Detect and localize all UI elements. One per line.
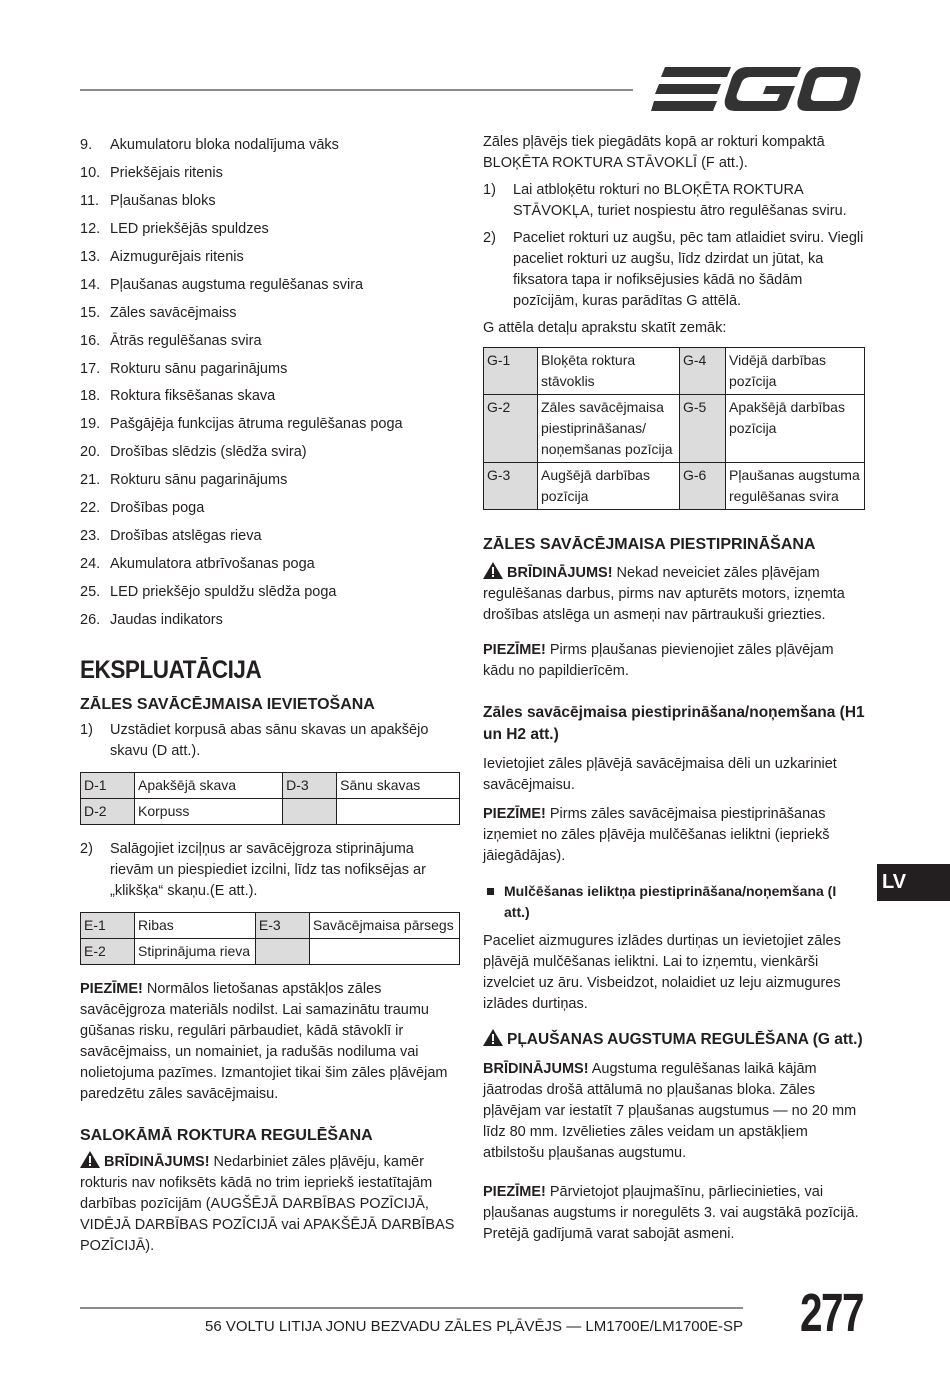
note-paragraph: PIEZĪME! Pirms zāles savācējmaisa piestiprināšanas izņemiet no zāles pļāvēja mulčēšanas ieliktni (iepriekš jāiegādājas). — [483, 806, 830, 864]
list-item: 24. Akumulatora atbrīvošanas poga — [80, 555, 315, 572]
left-column — [80, 132, 460, 1257]
warning-paragraph: BRĪDINĀJUMS! Nedarbiniet zāles pļāvēju, kamēr rokturis nav nofiksēts kādā no trim iepriekš iestatītajām darbības pozīcijām (AUGŠĒJĀ DARBĪBAS POZĪCIJĀ, VIDĒJĀ DARBĪBAS POZĪCIJĀ vai APAKŠĒJĀ DARBĪBAS POZĪCIJĀ). — [80, 1151, 460, 1257]
attach-paragraph: Ievietojiet zāles pļāvējā savācējmaisa dēli un uzkariniet savācējmaisu. — [483, 756, 837, 793]
note-paragraph: PIEZĪME! Pirms pļaušanas pievienojiet zāles pļāvējam kādu no papildierīcēm. — [483, 642, 834, 679]
bullet-square-icon — [487, 888, 494, 895]
warning-paragraph: BRĪDINĀJUMS! Augstuma regulēšanas laikā kājām jāatrodas drošā attālumā no pļaušanas bloka. Zāles pļāvējam var iestatīt 7 pļaušanas augstumus — no 20 mm līdz 80 mm. Izvēlieties zāles veidam un apstākļiem atbilstošu pļaušanas augstumu. — [483, 1061, 857, 1161]
table-row: D-2 Korpuss — [81, 799, 460, 825]
note-paragraph: PIEZĪME! Normālos lietošanas apstākļos zāles savācējgroza materiāls nodilst. Lai samazinātu traumu gūšanas risku, regulāri pārbaudiet, kādā stāvoklī ir savācējmaiss, un nomainiet, ja radušās nodiluma vai nolietojuma pazīmes. Izmantojiet tikai šim zāles pļāvējam paredzētu zāles savācējmaisu. — [80, 981, 448, 1103]
list-item: 19. Pašgājēja funkcijas ātruma regulēšanas poga — [80, 416, 403, 433]
list-item: 22. Drošības poga — [80, 500, 205, 517]
list-item: 20. Drošības slēdzis (slēdža svira) — [80, 444, 307, 461]
list-item: 21. Rokturu sānu pagarinājums — [80, 472, 288, 489]
section-title: EKSPLUATĀCIJA — [80, 656, 262, 685]
warning-icon — [483, 1029, 503, 1046]
list-item: 17. Rokturu sānu pagarinājums — [80, 360, 288, 377]
page-number: 277 — [800, 1283, 864, 1343]
step-2: 2) Salāgojiet izciļņus ar savācējgroza stiprinājuma rievām un piespiediet izcilni, līdz tas nofiksējas ar „klikšķa“ skaņu.(E att.). — [80, 841, 426, 900]
step-1: 1) Lai atbloķētu rokturi no BLOĶĒTA ROKTURA STĀVOKĻA, turiet nospiestu ātro regulēšanas sviru. — [483, 182, 847, 219]
table-row: D-1 Apakšējā skava D-3 Sānu skavas — [81, 773, 460, 799]
table-e — [80, 912, 460, 965]
note-paragraph: PIEZĪME! Pārvietojot pļaujmašīnu, pārliecinieties, vai pļaušanas augstums ir noregulēts 3. vai augstākā pozīcijā. Pretējā gadījumā varat sabojāt asmeni. — [483, 1184, 859, 1242]
right-column — [483, 132, 865, 1245]
intro-paragraph: Zāles pļāvējs tiek piegādāts kopā ar rokturi kompaktā BLOĶĒTA ROKTURA STĀVOKLĪ (F att.). — [483, 134, 825, 171]
header-rule — [80, 89, 633, 91]
height-heading: PĻAUŠANAS AUGSTUMA REGULĒŠANA (G att.) — [483, 1029, 865, 1051]
list-item: 25. LED priekšējo spuldžu slēdža poga — [80, 583, 337, 600]
list-item: 13. Aizmugurējais ritenis — [80, 249, 244, 265]
list-item: 9. Akumulatoru bloka nodalījuma vāks — [80, 137, 339, 154]
attach-subheading: Zāles savācējmaisa piestiprināšana/noņemšana (H1 un H2 att.) — [483, 704, 865, 743]
table-row: G-3 Augšējā darbības pozīcija G-6 Pļaušanas augstuma regulēšanas svira — [484, 463, 865, 510]
g-intro: G attēla detaļu aprakstu skatīt zemāk: — [483, 320, 727, 336]
table-g — [483, 347, 865, 510]
parts-list — [80, 132, 460, 634]
list-item: 23. Drošības atslēgas rieva — [80, 527, 262, 544]
list-item: 18. Roktura fiksēšanas skava — [80, 388, 276, 405]
list-item: 15. Zāles savācējmaiss — [80, 304, 237, 321]
table-row: G-2 Zāles savācējmaisa piestiprināšanas/ noņemšanas pozīcija G-5 Apakšējā darbības pozīcija — [484, 395, 865, 463]
warning-icon — [80, 1151, 100, 1168]
footer-rule — [80, 1307, 743, 1309]
table-row: E-2 Stiprinājuma rieva — [81, 939, 460, 965]
table-row: G-1 Bloķēta roktura stāvoklis G-4 Vidējā darbības pozīcija — [484, 348, 865, 395]
step-1: 1) Uzstādiet korpusā abas sānu skavas un apakšējo skavu (D att.). — [80, 722, 429, 760]
list-item: 12. LED priekšējās spuldzes — [80, 221, 269, 238]
mulch-bullet: Mulčēšanas ieliktņa piestiprināšana/noņemšana (I att.) — [483, 881, 865, 923]
footer-text: 56 VOLTU LITIJA JONU BEZVADU ZĀLES PĻĀVĒJS — LM1700E/LM1700E-SP — [205, 1318, 743, 1335]
list-item: 10. Priekšējais ritenis — [80, 165, 223, 182]
list-item: 16. Ātrās regulēšanas svira — [80, 332, 262, 349]
warning-paragraph: BRĪDINĀJUMS! Nekad neveiciet zāles pļāvējam regulēšanas darbus, pirms nav apturēts motors, izņemta drošības atslēga un asmeņi nav pārtraukuši griezties. — [483, 562, 865, 626]
list-item: 14. Pļaušanas augstuma regulēšanas svira — [80, 276, 364, 293]
bag-install-heading: ZĀLES SAVĀCĒJMAISA IEVIETOŠANA — [80, 696, 375, 714]
ego-logo — [651, 66, 862, 112]
warning-icon — [483, 562, 503, 579]
attach-heading: ZĀLES SAVĀCĒJMAISA PIESTIPRINĀŠANA — [483, 536, 816, 553]
handle-heading: SALOKĀMĀ ROKTURA REGULĒŠANA — [80, 1127, 373, 1145]
language-tab: LV — [877, 864, 950, 901]
step-2: 2) Paceliet rokturi uz augšu, pēc tam atlaidiet sviru. Viegli paceliet rokturi uz augšu, līdz dzirdat un jūtat, ka fiksatora tapa ir nofiksējusies kādā no šādām pozīcijām, kuras parādītas G attēlā. — [483, 230, 864, 309]
list-item: 26. Jaudas indikators — [80, 611, 223, 628]
mulch-paragraph: Paceliet aizmugures izlādes durtiņas un ievietojiet zāles pļāvējā mulčēšanas ieliktni. Lai to izņemtu, vienkārši izvelciet uz āru. Visbeidzot, nolaidiet uz leju aizmugures izlādes durtiņas. — [483, 933, 841, 1012]
list-item: 11. Pļaušanas bloks — [80, 193, 216, 210]
table-d — [80, 772, 460, 825]
table-row: E-1 Ribas E-3 Savācējmaisa pārsegs — [81, 913, 460, 939]
